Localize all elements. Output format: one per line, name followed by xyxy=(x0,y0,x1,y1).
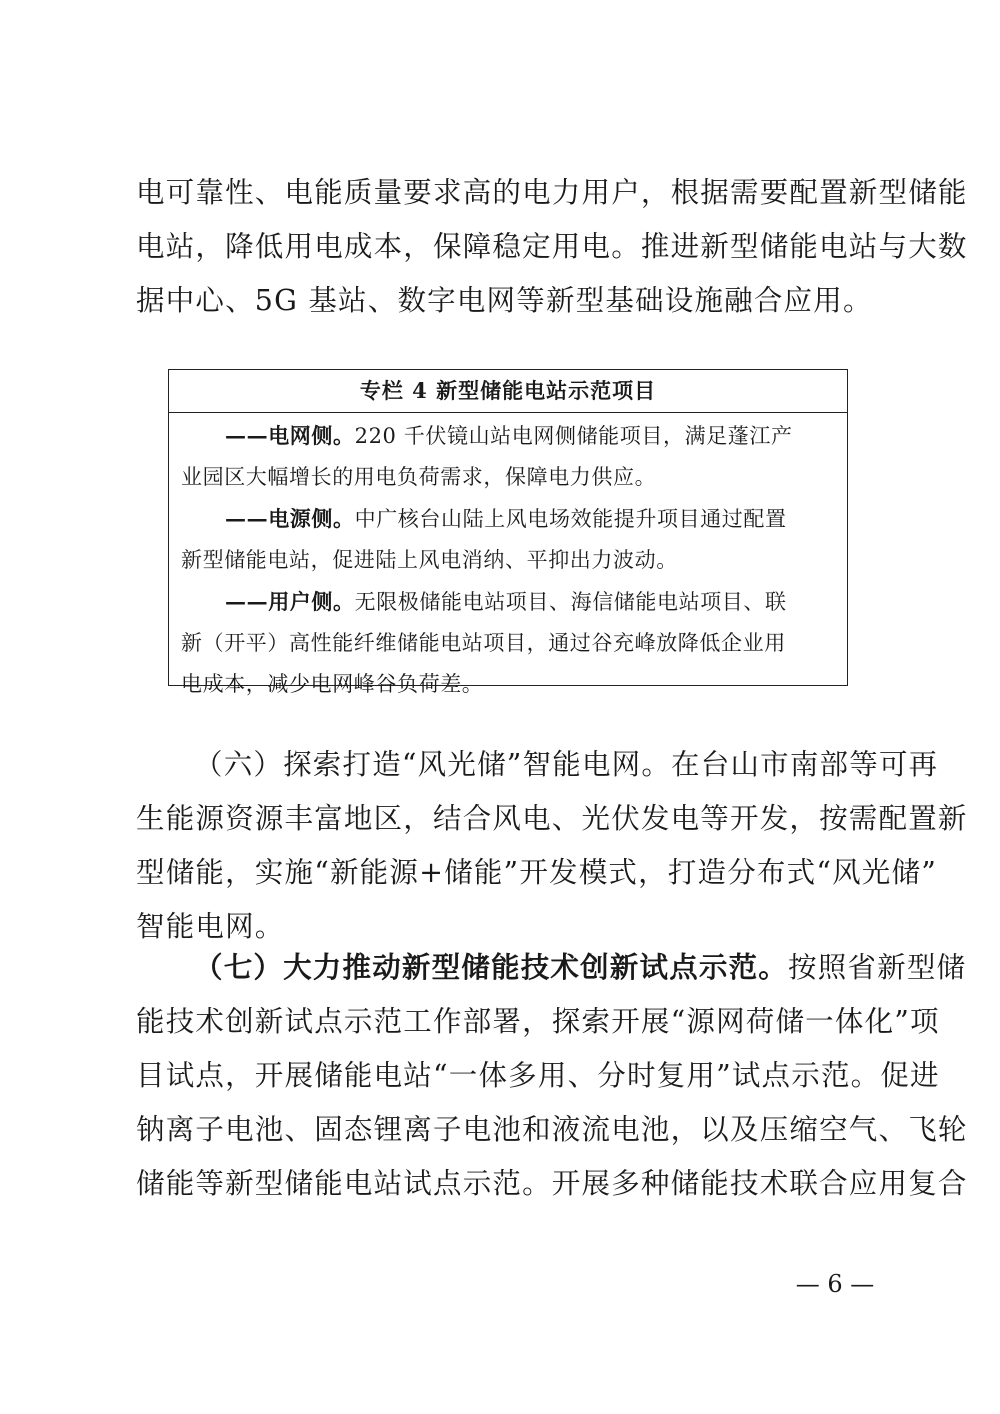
column-box-title: 专栏 4 新型储能电站示范项目 xyxy=(169,370,847,413)
paragraph-line xyxy=(136,940,967,995)
section-6-paragraph xyxy=(136,738,968,954)
paragraph-line xyxy=(136,738,939,792)
paragraph-line: 能技术创新试点示范工作部署，探索开展“源网荷储一体化”项 xyxy=(136,1005,940,1038)
page-number: — 6 — xyxy=(795,1270,875,1298)
box-item-text: 220 千伏镜山站电网侧储能项目，满足蓬江产 xyxy=(354,424,793,448)
box-item-text: 新型储能电站，促进陆上风电消纳、平抑出力波动。 xyxy=(181,548,678,572)
paragraph-line: 钠离子电池、固态锂离子电池和液流电池，以及压缩空气、飞轮 xyxy=(136,1113,968,1146)
paragraph-line: 电站，降低用电成本，保障稳定用电。推进新型储能电站与大数 xyxy=(136,230,968,263)
box-item-text: 无限极储能电站项目、海信储能电站项目、联 xyxy=(354,590,787,614)
section-text: 在台山市南部等可再 xyxy=(671,748,939,781)
paragraph-line: 生能源资源丰富地区，结合风电、光伏发电等开发，按需配置新 xyxy=(136,802,968,835)
column-box-body xyxy=(169,413,847,705)
section-heading: （七）大力推动新型储能技术创新试点示范。 xyxy=(194,950,789,984)
column-box xyxy=(168,369,848,696)
box-item-text: 新（开平）高性能纤维储能电站项目，通过谷充峰放降低企业用 xyxy=(181,631,786,655)
paragraph-line: 储能等新型储能电站试点示范。开展多种储能技术联合应用复合 xyxy=(136,1167,968,1200)
paragraph-line: 型储能，实施“新能源+储能”开发模式，打造分布式“风光储” xyxy=(136,856,937,889)
box-item-text: 电成本，减少电网峰谷负荷差。 xyxy=(181,672,484,696)
paragraph-line: 电可靠性、电能质量要求高的电力用户，根据需要配置新型储能 xyxy=(136,176,968,209)
intro-paragraph xyxy=(136,166,968,328)
paragraph-line: 据中心、5G 基站、数字电网等新型基础设施融合应用。 xyxy=(136,284,873,317)
box-item-user-side xyxy=(181,581,837,623)
box-item-heading: ——电源侧。 xyxy=(225,506,355,531)
box-item-heading: ——用户侧。 xyxy=(225,589,355,614)
paragraph-line: 智能电网。 xyxy=(136,910,285,943)
section-heading: （六）探索打造“风光储”智能电网。 xyxy=(194,748,672,781)
box-item-heading: ——电网侧。 xyxy=(225,423,355,448)
box-item-grid-side xyxy=(181,415,837,457)
section-text: 按照省新型储 xyxy=(788,951,967,984)
box-item-source-side xyxy=(181,498,837,540)
paragraph-line: 目试点，开展储能电站“一体多用、分时复用”试点示范。促进 xyxy=(136,1059,940,1092)
box-item-text: 中广核台山陆上风电场效能提升项目通过配置 xyxy=(354,507,787,531)
box-item-text: 业园区大幅增长的用电负荷需求，保障电力供应。 xyxy=(181,465,657,489)
section-7-paragraph xyxy=(136,940,968,1211)
